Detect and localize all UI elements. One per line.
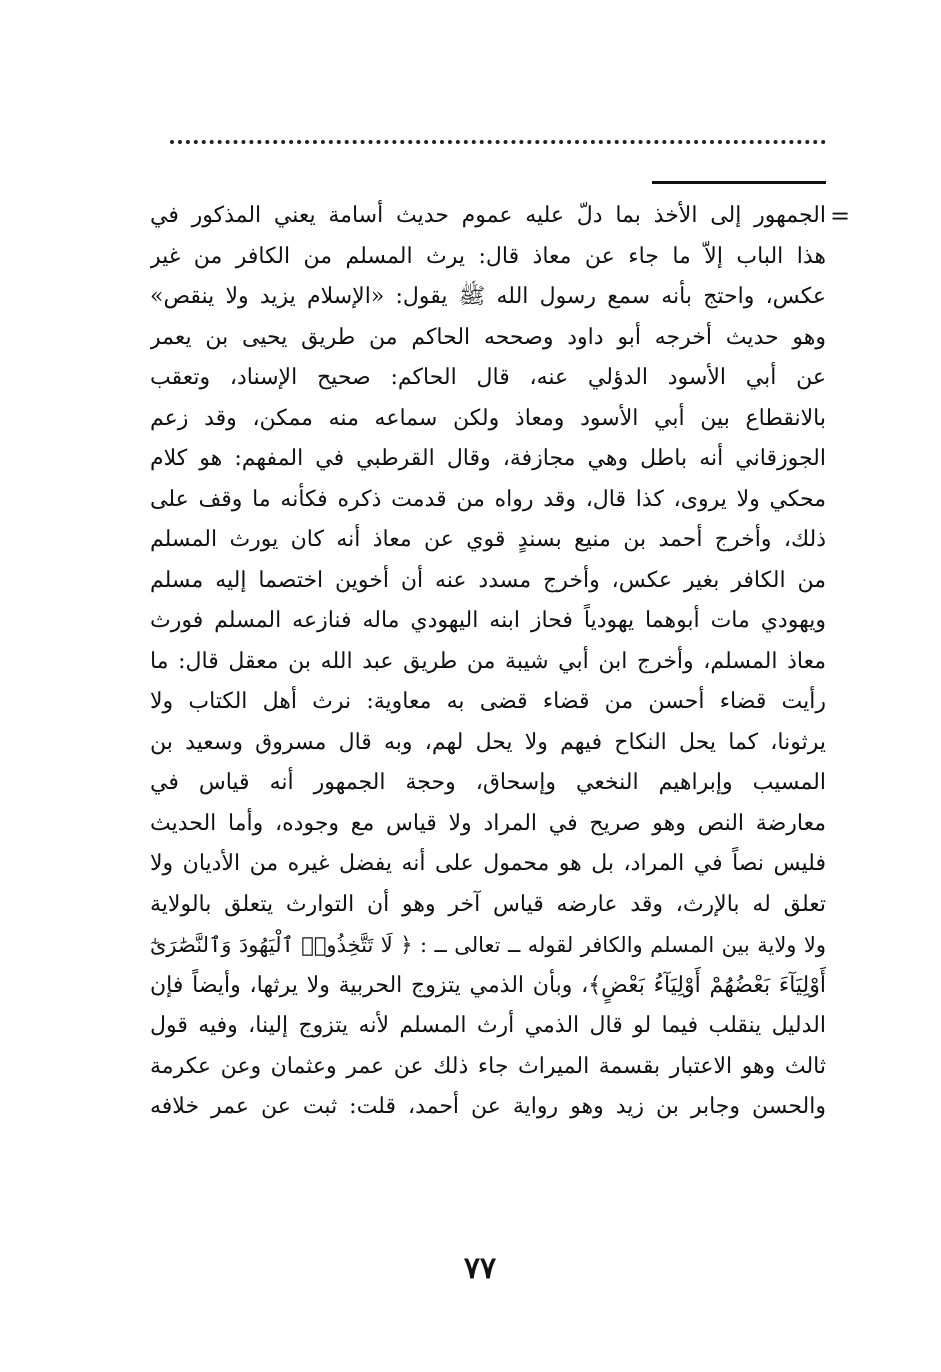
text-line: ذلك، وأخرج أحمد بن منيع بسندٍ قوي عن معاذ أنه كان يورث المسلم — [150, 527, 826, 552]
text-line: ويهودي مات أبوهما يهودياً فحاز ابنه اليهودي ماله فنازعه المسلم فورث — [150, 608, 826, 633]
text-line: عكس، واحتج بأنه سمع رسول الله ﷺ يقول: «الإسلام يزيد ولا ينقص» — [150, 284, 826, 309]
footnote-text — [150, 196, 826, 1128]
text-line: رأيت قضاء أحسن من قضاء قضى به معاوية: نرث أهل الكتاب ولا — [150, 689, 826, 714]
text-line: ثالث وهو الاعتبار بقسمة الميراث جاء ذلك عن عمر وعثمان وعن عكرمة — [150, 1053, 826, 1079]
text-line: تعلق له بالإرث، وقد عارضه قياس آخر وهو أن التوارث يتعلق بالولاية — [150, 891, 826, 917]
text-line: هذا الباب إلاّ ما جاء عن معاذ قال: يرث المسلم من الكافر من غير — [150, 243, 826, 269]
text-line: فليس نصاً في المراد، بل هو محمول على أنه يفضل غيره من الأديان ولا — [150, 851, 826, 876]
text-line: معارضة النص وهو صريح في المراد ولا قياس مع وجوده، وأما الحديث — [150, 810, 826, 836]
text-line: والحسن وجابر بن زيد وهو رواية عن أحمد، قلت: ثبت عن عمر خلافه — [150, 1094, 826, 1119]
footnote-continuation-mark: = — [830, 202, 851, 230]
text-line: ولا ولاية بين المسلم والكافر لقوله ــ تعالى ــ : ﴿ لَا تَتَّخِذُوا۟ ٱلْيَهُودَ وَٱلنَّصَٰرَىٰٓ — [150, 933, 826, 957]
text-line: أَوْلِيَآءَ بَعْضُهُمْ أَوْلِيَآءُ بَعْضٍ﴾، وبأن الذمي يتزوج الحربية ولا يرثها، وأيضاً فإن — [150, 972, 826, 998]
dotted-separator — [170, 140, 826, 144]
text-line: معاذ المسلم، وأخرج ابن أبي شيبة من طريق عبد الله بن معقل قال: ما — [150, 648, 826, 674]
footnote-rule — [652, 181, 826, 184]
text-line: وهو حديث أخرجه أبو داود وصححه الحاكم من طريق يحيى بن يعمر — [150, 324, 826, 350]
text-line: الجوزقاني أنه باطل وهي مجازفة، وقال القرطبي في المفهم: هو كلام — [150, 446, 826, 471]
text-line: عن أبي الأسود الدؤلي عنه، قال الحاكم: صحيح الإسناد، وتعقب — [150, 365, 826, 390]
text-line: محكي ولا يروى، كذا قال، وقد رواه من قدمت ذكره فكأنه ما وقف على — [150, 486, 826, 512]
text-line: من الكافر بغير عكس، وأخرج مسدد عنه أن أخوين اختصما إليه مسلم — [150, 567, 826, 593]
text-line: الجمهور إلى الأخذ بما دلّ عليه عموم حديث أسامة يعني المذكور في — [150, 203, 826, 228]
text-line: الدليل ينقلب فيما لو قال الذمي أرث المسلم لأنه يتزوج إلينا، وفيه قول — [150, 1013, 826, 1038]
text-line: المسيب وإبراهيم النخعي وإسحاق، وحجة الجمهور أنه قياس في — [150, 770, 826, 795]
text-line: بالانقطاع بين أبي الأسود ومعاذ ولكن سماعه منه ممكن، وقد زعم — [150, 405, 826, 431]
page-number: ٧٧ — [463, 1251, 497, 1286]
text-line: يرثونا، كما يحل النكاح فيهم ولا يحل لهم، وبه قال مسروق وسعيد بن — [150, 729, 826, 755]
